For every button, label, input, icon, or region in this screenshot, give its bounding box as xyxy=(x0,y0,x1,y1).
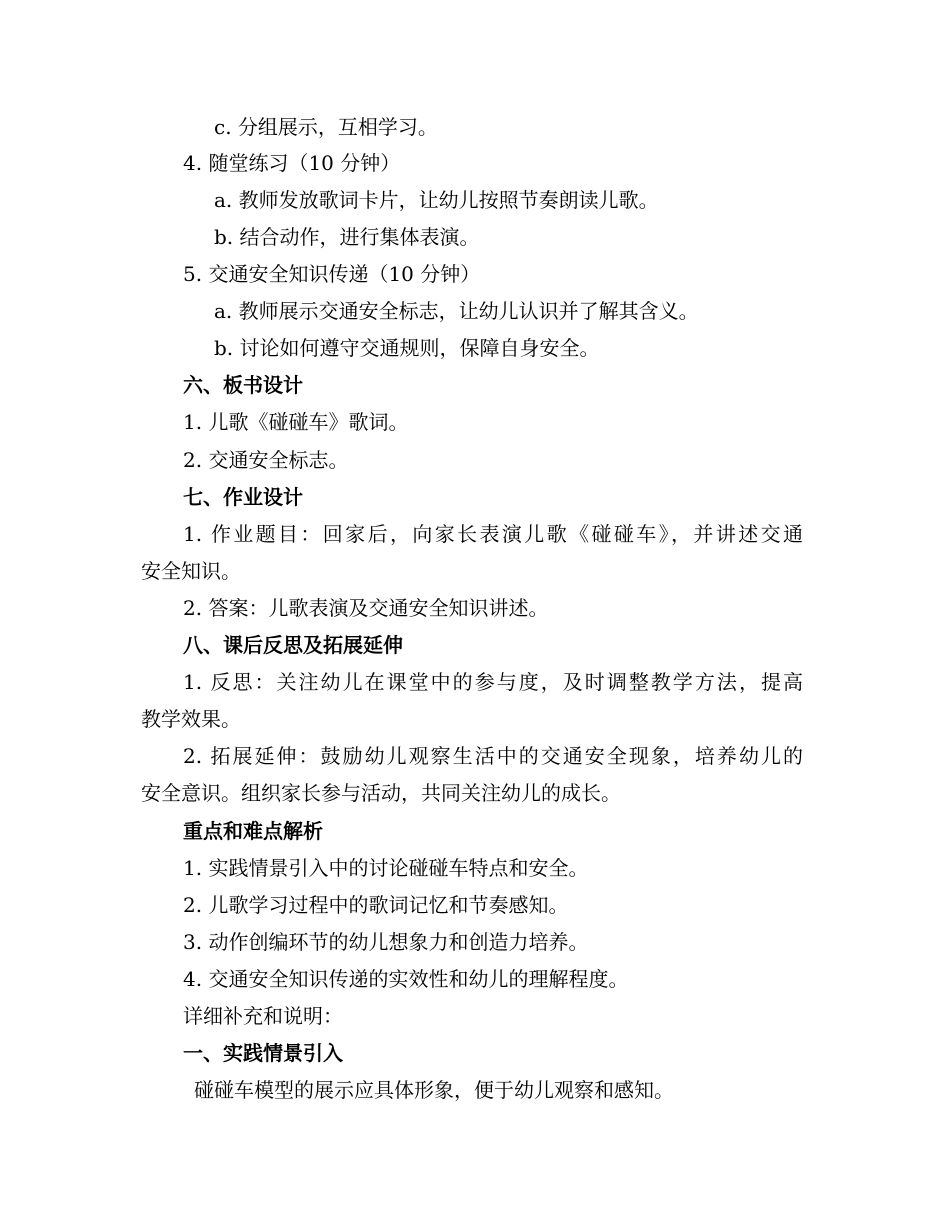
list-item: 3. 动作创编环节的幼儿想象力和创造力培养。 xyxy=(183,930,589,954)
list-item: 1. 实践情景引入中的讨论碰碰车特点和安全。 xyxy=(183,856,589,880)
section-heading: 重点和难点解析 xyxy=(183,819,323,843)
section-heading: 六、板书设计 xyxy=(183,373,303,397)
list-item: a. 教师发放歌词卡片，让幼儿按照节奏朗读儿歌。 xyxy=(214,188,659,212)
list-item: c. 分组展示，互相学习。 xyxy=(214,115,438,139)
paragraph-line: 安全知识。 xyxy=(141,559,241,583)
section-item: 5. 交通安全知识传递（10 分钟） xyxy=(183,262,481,286)
paragraph-line: 碰碰车模型的展示应具体形象，便于幼儿观察和感知。 xyxy=(194,1078,674,1102)
paragraph-line: 1. 作业题目：回家后，向家长表演儿歌《碰碰车》，并讲述交通 xyxy=(183,522,803,546)
paragraph-line: 教学效果。 xyxy=(141,707,241,731)
section-heading: 一、实践情景引入 xyxy=(183,1041,343,1065)
section-heading: 八、课后反思及拓展延伸 xyxy=(183,633,403,657)
list-item: 4. 交通安全知识传递的实效性和幼儿的理解程度。 xyxy=(183,967,629,991)
paragraph-line: 详细补充和说明： xyxy=(183,1004,343,1028)
section-heading: 七、作业设计 xyxy=(183,485,303,509)
section-item: 4. 随堂练习（10 分钟） xyxy=(183,151,401,175)
list-item: b. 结合动作，进行集体表演。 xyxy=(214,225,480,249)
paragraph-line: 1. 反思：关注幼儿在课堂中的参与度，及时调整教学方法，提高 xyxy=(183,670,803,694)
paragraph-line: 安全意识。组织家长参与活动，共同关注幼儿的成长。 xyxy=(141,781,621,805)
list-item: b. 讨论如何遵守交通规则，保障自身安全。 xyxy=(214,336,600,360)
list-item: 2. 儿歌学习过程中的歌词记忆和节奏感知。 xyxy=(183,893,569,917)
list-item: 1. 儿歌《碰碰车》歌词。 xyxy=(183,410,409,434)
list-item: a. 教师展示交通安全标志，让幼儿认识并了解其含义。 xyxy=(214,299,699,323)
paragraph-line: 2. 拓展延伸：鼓励幼儿观察生活中的交通安全现象，培养幼儿的 xyxy=(183,744,803,768)
list-item: 2. 交通安全标志。 xyxy=(183,448,349,472)
list-item: 2. 答案：儿歌表演及交通安全知识讲述。 xyxy=(183,596,549,620)
